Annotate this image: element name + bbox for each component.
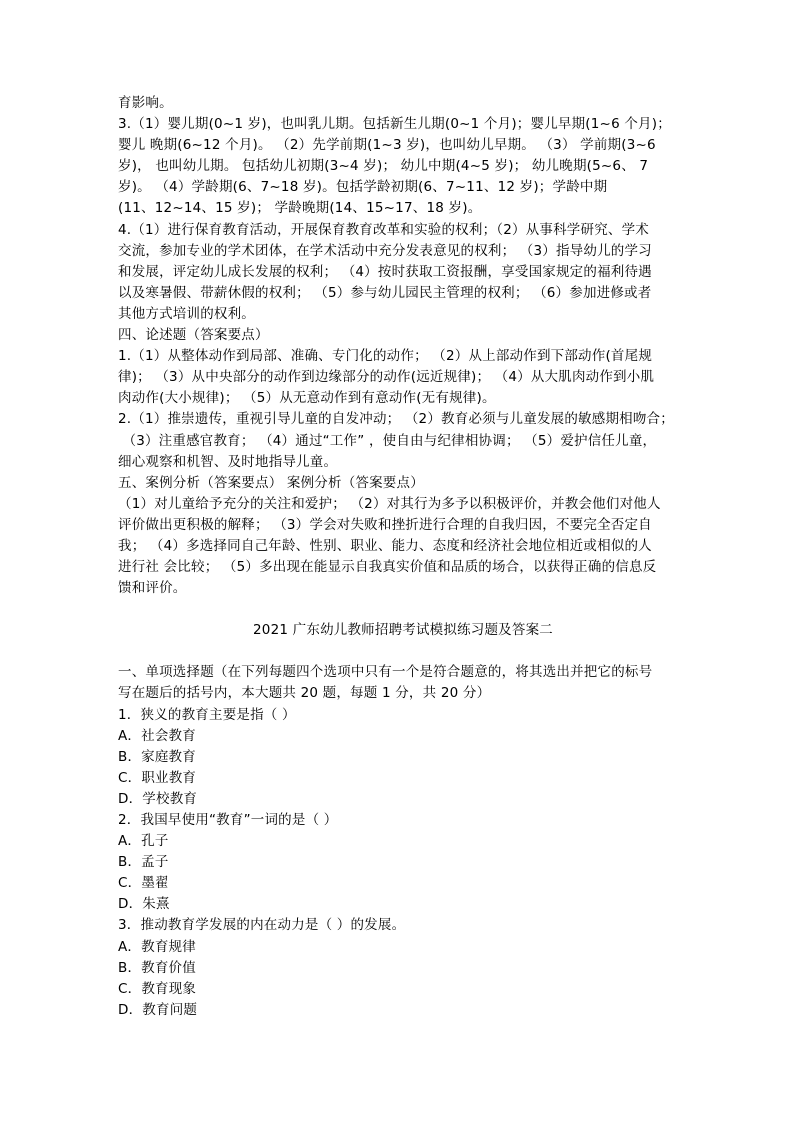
text-line: 4.（1）进行保育教育活动，开展保育教育改革和实验的权利；（2）从事科学研究、学术 bbox=[118, 221, 650, 238]
text-line: 育影响。 bbox=[118, 95, 173, 111]
text-line: C．教育现象 bbox=[118, 980, 197, 997]
text-line: D．教育问题 bbox=[118, 1001, 198, 1018]
text-line: 我； （4）多选择同自己年龄、性别、职业、能力、态度和经济社会地位相近或相似的人 bbox=[118, 537, 652, 554]
text-line: B．孟子 bbox=[118, 854, 169, 871]
text-line: B．家庭教育 bbox=[118, 748, 196, 765]
text-line: 和发展，评定幼儿成长发展的权利； （4）按时获取工资报酬，享受国家规定的福利待遇 bbox=[118, 263, 652, 280]
text-line: 写在题后的括号内，本大题共 20 题，每题 1 分，共 20 分） bbox=[118, 685, 491, 702]
section-title: 2021 广东幼儿教师招聘考试模拟练习题及答案二 bbox=[253, 622, 553, 639]
text-line: 四、论述题（答案要点） bbox=[118, 327, 269, 344]
text-line: A．孔子 bbox=[118, 833, 169, 850]
text-line: 交流，参加专业的学术团体，在学术活动中充分发表意见的权利； （3）指导幼儿的学习 bbox=[118, 242, 652, 259]
text-line: 其他方式培训的权利。 bbox=[118, 305, 255, 322]
question-section bbox=[118, 662, 688, 1021]
text-line: 1.（1）从整体动作到局部、准确、专门化的动作； （2）从上部动作到下部动作(首尾规 bbox=[118, 348, 653, 365]
text-line: C．墨翟 bbox=[118, 875, 169, 892]
text-line: 肉动作(大小规律)； （5）从无意动作到有意动作(无有规律)。 bbox=[118, 390, 496, 407]
spacer bbox=[118, 599, 688, 620]
text-line: 3.（1）婴儿期(0~1 岁)，也叫乳儿期。包括新生儿期(0~1 个月)；婴儿早期(1~6 个月)； bbox=[118, 116, 671, 133]
text-line: 律)； （3）从中央部分的动作到边缘部分的动作(远近规律)； （4）从大肌肉动作到小肌 bbox=[118, 369, 655, 386]
text-line: 进行社 会比较； （5）多出现在能显示自我真实价值和品质的场合，以获得正确的信息反 bbox=[118, 559, 657, 576]
text-line: 细心观察和机智、及时地指导儿童。 bbox=[118, 453, 338, 470]
text-line: 评价做出更积极的解释； （3）学会对失败和挫折进行合理的自我归因，不要完全否定自 bbox=[118, 516, 652, 533]
answer-section bbox=[118, 93, 688, 599]
spacer bbox=[118, 641, 688, 662]
text-line: D．朱熹 bbox=[118, 896, 170, 913]
text-line: B．教育价值 bbox=[118, 959, 196, 976]
text-line: C．职业教育 bbox=[118, 769, 197, 786]
text-line: 2.（1）推崇遗传，重视引导儿童的自发冲动； （2）教育必须与儿童发展的敏感期相吻合； bbox=[118, 411, 674, 428]
text-line: 婴儿 晚期(6~12 个月)。 （2）先学前期(1~3 岁)，也叫幼儿早期。 （3） 学前期(3~6 bbox=[118, 137, 656, 154]
text-line: 2．我国早使用“教育”一词的是（ ） bbox=[118, 812, 338, 828]
text-line: 一、单项选择题（在下列每题四个选项中只有一个是符合题意的，将其选出并把它的标号 bbox=[118, 664, 653, 681]
text-line: A．社会教育 bbox=[118, 727, 196, 744]
text-line: 岁)， 也叫幼儿期。 包括幼儿初期(3~4 岁)； 幼儿中期(4~5 岁)； 幼儿晚期(5~6、 7 bbox=[118, 158, 649, 175]
text-line: 五、案例分析（答案要点） 案例分析（答案要点） bbox=[118, 474, 424, 491]
document-page bbox=[118, 93, 688, 1021]
text-line: （3）注重感官教育； （4）通过“工作” ，使自由与纪律相协调； （5）爱护信任儿童， bbox=[118, 432, 657, 449]
text-line: 馈和评价。 bbox=[118, 580, 187, 597]
text-line: （1）对儿童给予充分的关注和爱护； （2）对其行为多予以积极评价，并教会他们对他人 bbox=[118, 495, 661, 512]
text-line: 以及寒暑假、带薪休假的权利； （5）参与幼儿园民主管理的权利； （6）参加进修或者 bbox=[118, 284, 652, 301]
text-line: 3．推动教育学发展的内在动力是（ ）的发展。 bbox=[118, 917, 406, 934]
text-line: 岁)。 （4）学龄期(6、7~18 岁)。包括学龄初期(6、7~11、12 岁)；学龄中期 bbox=[118, 179, 608, 196]
text-line: D．学校教育 bbox=[118, 790, 198, 807]
text-line: 1．狭义的教育主要是指（ ） bbox=[118, 706, 296, 723]
text-line: (11、12~14、15 岁)； 学龄晚期(14、15~17、18 岁)。 bbox=[118, 200, 482, 217]
text-line: A．教育规律 bbox=[118, 938, 196, 955]
